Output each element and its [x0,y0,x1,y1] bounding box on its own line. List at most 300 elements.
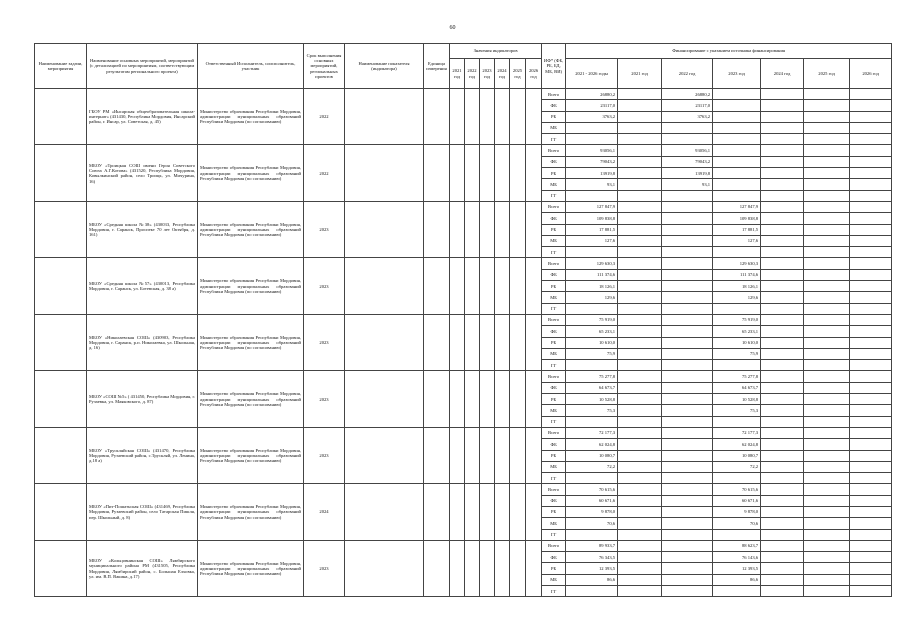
header-fin-year: 2024 год [761,59,804,89]
financing-value-cell [566,247,618,258]
financing-value-cell: 62 024,8 [713,439,761,450]
indicator-value-cell [526,201,542,257]
financing-value-cell [850,134,892,145]
financing-value-cell [566,529,618,540]
funding-source-cell: ГГ [542,473,566,484]
object-name: МБОУ «СОШ №5» ( 431450, Республика Мордовия, г. Рузаевка, ул. Маяковского, д. 87) [87,371,198,427]
financing-value-cell [804,552,850,563]
indicator-value-cell [450,371,465,427]
financing-value-cell [850,450,892,461]
financing-value-cell [618,529,662,540]
financing-value-cell [850,235,892,246]
financing-value-cell: 70 615,6 [566,484,618,495]
financing-value-cell: 89 933,7 [566,540,618,551]
financing-value-cell: 127 847,9 [713,201,761,212]
indicator-cell [345,540,424,596]
financing-value-cell: 75 919,0 [566,314,618,325]
financing-value-cell: 65 233,1 [713,326,761,337]
financing-value-cell [566,303,618,314]
deadline-cell: 2022 [304,145,345,201]
financing-value-cell [804,348,850,359]
financing-value-cell [618,168,662,179]
financing-value-cell [761,213,804,224]
financing-value-cell [761,529,804,540]
header-ind-year: 2026 год [526,59,542,89]
indicator-value-cell [526,145,542,201]
indicator-value-cell [510,484,526,540]
financing-value-cell: 13919,8 [662,168,713,179]
financing-value-cell [662,382,713,393]
financing-value-cell: 9 878,0 [713,506,761,517]
financing-value-cell [618,416,662,427]
program-table [34,43,892,597]
object-name: ГБОУ РМ «Инсарская общеобразовательная школа-интернат» (431430, Республика Мордовия, Инсарский район, г. Инсар, ул. Советская, д. 45) [87,89,198,145]
funding-source-cell: МБ [542,518,566,529]
financing-value-cell: 72,2 [566,461,618,472]
financing-value-cell: 3763,2 [662,111,713,122]
financing-value-cell [662,314,713,325]
financing-value-cell: 10 610,0 [713,337,761,348]
header-task: Наименование задачи, мероприятия [35,44,87,89]
responsible-cell: Министерство образования Республики Мордовия, администрации муниципальных образований Республики Мордовия (по согласованию) [198,145,304,201]
financing-value-cell [713,89,761,100]
unit-cell [424,371,450,427]
task-cell [35,371,87,427]
header-fin-year: 2021 год [618,59,662,89]
financing-value-cell [804,156,850,167]
financing-value-cell [850,563,892,574]
table-row [35,145,892,156]
financing-value-cell [761,394,804,405]
financing-value-cell: 109 838,8 [566,213,618,224]
financing-value-cell [662,461,713,472]
financing-value-cell [850,495,892,506]
financing-value-cell [662,405,713,416]
indicator-value-cell [465,314,480,370]
financing-value-cell [761,89,804,100]
financing-value-cell [662,303,713,314]
indicator-value-cell [510,371,526,427]
financing-value-cell [804,337,850,348]
financing-value-cell: 76 143,6 [713,552,761,563]
financing-value-cell [713,168,761,179]
financing-value-cell [804,495,850,506]
financing-value-cell: 127,6 [713,235,761,246]
header-indicators: Наименование показателя (индикатора) [345,44,424,89]
financing-value-cell [804,247,850,258]
object-name: МБОУ «Трускляйская СОШ» (431470, Республика Мордовия, Рузаевский район, с.Трускляй, ул. Ленина, д.18 а) [87,427,198,483]
financing-value-cell: 70,6 [713,518,761,529]
financing-value-cell [618,563,662,574]
financing-value-cell [850,405,892,416]
financing-value-cell [761,540,804,551]
financing-value-cell [662,190,713,201]
financing-value-cell [662,269,713,280]
indicator-value-cell [510,201,526,257]
financing-value-cell: 10 080,7 [713,450,761,461]
indicator-value-cell [526,258,542,314]
indicator-cell [345,258,424,314]
financing-value-cell [850,473,892,484]
responsible-cell: Министерство образования Республики Мордовия, администрации муниципальных образований Республики Мордовия (по согласованию) [198,201,304,257]
financing-value-cell: 75 919,0 [713,314,761,325]
header-fin-year: 2025 год [804,59,850,89]
financing-value-cell [761,382,804,393]
table-row [35,540,892,551]
financing-value-cell [850,540,892,551]
financing-value-cell [662,213,713,224]
financing-value-cell [804,269,850,280]
financing-value-cell: 129 630,3 [566,258,618,269]
financing-value-cell [662,371,713,382]
financing-value-cell [850,360,892,371]
financing-value-cell [618,224,662,235]
financing-value-cell [761,495,804,506]
financing-value-cell [618,540,662,551]
financing-value-cell [618,235,662,246]
indicator-value-cell [480,258,495,314]
financing-value-cell [713,473,761,484]
financing-value-cell [804,145,850,156]
financing-value-cell [804,563,850,574]
financing-value-cell [850,201,892,212]
financing-value-cell [804,134,850,145]
financing-value-cell [804,100,850,111]
task-cell [35,484,87,540]
funding-source-cell: МБ [542,574,566,585]
financing-value-cell [804,439,850,450]
financing-value-cell [761,574,804,585]
funding-source-cell: Всего [542,371,566,382]
financing-value-cell [804,394,850,405]
financing-value-cell: 26880,2 [566,89,618,100]
financing-value-cell: 127,6 [566,235,618,246]
financing-value-cell [618,337,662,348]
financing-value-cell [804,360,850,371]
indicator-value-cell [526,540,542,596]
financing-value-cell [804,405,850,416]
financing-value-cell: 79043,2 [662,156,713,167]
financing-value-cell [761,473,804,484]
financing-value-cell [618,145,662,156]
financing-value-cell [662,201,713,212]
financing-value-cell: 75,3 [713,405,761,416]
indicator-value-cell [450,258,465,314]
financing-value-cell [761,258,804,269]
financing-value-cell [761,314,804,325]
indicator-value-cell [526,371,542,427]
financing-value-cell: 72,2 [713,461,761,472]
financing-value-cell [662,292,713,303]
financing-value-cell [761,100,804,111]
table-row [35,371,892,382]
financing-value-cell: 23117,0 [566,100,618,111]
financing-value-cell [850,574,892,585]
financing-value-cell [804,314,850,325]
financing-value-cell: 65 233,1 [566,326,618,337]
financing-value-cell [804,326,850,337]
financing-value-cell [566,190,618,201]
table-row [35,427,892,438]
financing-value-cell [662,439,713,450]
financing-value-cell [618,292,662,303]
financing-value-cell [804,529,850,540]
indicator-value-cell [465,484,480,540]
indicator-value-cell [465,258,480,314]
indicator-value-cell [480,427,495,483]
financing-value-cell [850,145,892,156]
financing-value-cell [761,224,804,235]
funding-source-cell: ГГ [542,529,566,540]
financing-value-cell: 75,9 [713,348,761,359]
funding-source-cell: РБ [542,450,566,461]
funding-source-cell: ФБ [542,100,566,111]
object-name: МБОУ «Троицкая СОШ имени Героя Советского Союза А.Г.Котова» (431520, Республика Мордовия, Ковылкинский район, село Троицк, ул. Мичурина, 16) [87,145,198,201]
financing-value-cell [713,529,761,540]
indicator-value-cell [480,145,495,201]
financing-value-cell [618,473,662,484]
header-ind-year: 2024 год [495,59,510,89]
unit-cell [424,201,450,257]
financing-value-cell [566,360,618,371]
indicator-value-cell [465,201,480,257]
funding-source-cell: ФБ [542,382,566,393]
responsible-cell: Министерство образования Республики Мордовия, администрации муниципальных образований Республики Мордовия (по согласованию) [198,371,304,427]
header-fin-year: 2021 - 2026 годы [566,59,618,89]
indicator-cell [345,201,424,257]
funding-source-cell: МБ [542,461,566,472]
financing-value-cell [662,518,713,529]
financing-value-cell [618,111,662,122]
financing-value-cell [662,134,713,145]
indicator-cell [345,427,424,483]
funding-source-cell: Всего [542,89,566,100]
funding-source-cell: МБ [542,405,566,416]
financing-value-cell: 127 847,9 [566,201,618,212]
indicator-value-cell [495,540,510,596]
financing-value-cell: 70,6 [566,518,618,529]
indicator-value-cell [450,484,465,540]
financing-value-cell [804,506,850,517]
financing-value-cell [761,360,804,371]
object-name: МБОУ «Средняя школа №38» (430033, Республика Мордовия, г. Саранск, Проспект 70 лет Октября, д. 161) [87,201,198,257]
financing-value-cell [804,484,850,495]
responsible-cell: Министерство образования Республики Мордовия, администрации муниципальных образований Республики Мордовия (по согласованию) [198,540,304,596]
financing-value-cell: 93056,1 [566,145,618,156]
financing-value-cell [850,269,892,280]
financing-value-cell [850,111,892,122]
financing-value-cell [662,326,713,337]
header-fin-year: 2022 год [662,59,713,89]
financing-value-cell [761,122,804,133]
financing-value-cell: 129,6 [566,292,618,303]
financing-value-cell: 64 673,7 [713,382,761,393]
financing-value-cell [662,122,713,133]
financing-value-cell [761,326,804,337]
financing-value-cell [662,337,713,348]
indicator-cell [345,89,424,145]
financing-value-cell [761,416,804,427]
financing-value-cell [618,518,662,529]
funding-source-cell: РБ [542,506,566,517]
financing-value-cell [662,484,713,495]
financing-value-cell [850,179,892,190]
financing-value-cell: 72 177,3 [713,427,761,438]
financing-value-cell [761,247,804,258]
unit-cell [424,427,450,483]
object-name: МБОУ «Пит-Пошатьская СОШ» (431469, Республика Мордовия, Рузаевский район, село Татарская Пишля, пер. Школьный, д. 8) [87,484,198,540]
financing-value-cell [618,586,662,597]
indicator-cell [345,314,424,370]
financing-value-cell [761,179,804,190]
funding-source-cell: ФБ [542,156,566,167]
financing-value-cell [761,461,804,472]
financing-value-cell: 64 673,7 [566,382,618,393]
financing-value-cell: 13919,8 [566,168,618,179]
deadline-cell: 2022 [304,89,345,145]
responsible-cell: Министерство образования Республики Мордовия, администрации муниципальных образований Республики Мордовия (по согласованию) [198,89,304,145]
indicator-value-cell [510,89,526,145]
financing-value-cell [713,190,761,201]
funding-source-cell: МБ [542,179,566,190]
financing-value-cell [713,145,761,156]
financing-value-cell [566,122,618,133]
financing-value-cell [618,122,662,133]
financing-value-cell [761,269,804,280]
financing-value-cell: 129 630,3 [713,258,761,269]
financing-value-cell [618,439,662,450]
header-unit: Единица измерения [424,44,450,89]
financing-value-cell [761,337,804,348]
financing-value-cell [713,586,761,597]
indicator-value-cell [450,540,465,596]
financing-value-cell [850,190,892,201]
financing-value-cell [850,213,892,224]
financing-value-cell [761,506,804,517]
financing-value-cell [566,134,618,145]
financing-value-cell [566,416,618,427]
header-fin-year: 2026 год [850,59,892,89]
financing-value-cell [662,224,713,235]
financing-value-cell [662,416,713,427]
financing-value-cell: 88 623,7 [713,540,761,551]
financing-value-cell [850,529,892,540]
financing-value-cell [618,394,662,405]
object-name: МБОУ «Николаевская СОШ» (430903, Республика Мордовия, г. Саранск, р.п. Николаевка, ул. Школьная, д. 16) [87,314,198,370]
financing-value-cell: 93,1 [566,179,618,190]
responsible-cell: Министерство образования Республики Мордовия, администрации муниципальных образований Республики Мордовия (по согласованию) [198,314,304,370]
financing-value-cell [850,552,892,563]
financing-value-cell [804,122,850,133]
financing-value-cell [804,427,850,438]
financing-value-cell: 9 878,0 [566,506,618,517]
financing-value-cell: 93056,1 [662,145,713,156]
deadline-cell: 2023 [304,371,345,427]
financing-value-cell [618,134,662,145]
financing-value-cell [618,371,662,382]
responsible-cell: Министерство образования Республики Мордовия, администрации муниципальных образований Республики Мордовия (по согласованию) [198,258,304,314]
financing-value-cell: 3763,2 [566,111,618,122]
indicator-value-cell [510,427,526,483]
financing-value-cell [618,281,662,292]
funding-source-cell: ФБ [542,439,566,450]
financing-value-cell [850,461,892,472]
financing-value-cell [662,247,713,258]
financing-value-cell [804,190,850,201]
indicator-value-cell [465,371,480,427]
financing-value-cell [761,145,804,156]
funding-source-cell: ФБ [542,552,566,563]
header-fin-year: 2023 год [713,59,761,89]
funding-source-cell: Всего [542,145,566,156]
financing-value-cell [850,247,892,258]
indicator-value-cell [480,484,495,540]
financing-value-cell: 111 374,6 [713,269,761,280]
financing-value-cell [761,484,804,495]
financing-value-cell: 10 528,8 [713,394,761,405]
indicator-value-cell [510,314,526,370]
financing-value-cell [761,439,804,450]
funding-source-cell: РБ [542,224,566,235]
financing-value-cell [662,540,713,551]
deadline-cell: 2023 [304,427,345,483]
funding-source-cell: РБ [542,168,566,179]
financing-value-cell: 17 881,5 [566,224,618,235]
financing-value-cell [850,258,892,269]
indicator-value-cell [495,258,510,314]
financing-value-cell [804,213,850,224]
financing-value-cell [804,258,850,269]
financing-value-cell [850,168,892,179]
financing-value-cell [804,586,850,597]
financing-value-cell [804,292,850,303]
financing-value-cell [850,382,892,393]
financing-value-cell [618,405,662,416]
financing-value-cell [850,586,892,597]
financing-value-cell [804,201,850,212]
financing-value-cell [618,314,662,325]
header-indicator-values: Значения индикаторов [450,44,542,59]
financing-value-cell: 86,6 [566,574,618,585]
indicator-value-cell [495,314,510,370]
indicator-value-cell [495,484,510,540]
financing-value-cell [850,122,892,133]
financing-value-cell [761,156,804,167]
unit-cell [424,314,450,370]
financing-value-cell: 111 374,6 [566,269,618,280]
financing-value-cell [618,100,662,111]
financing-value-cell [761,292,804,303]
indicator-value-cell [480,89,495,145]
financing-value-cell [713,134,761,145]
financing-value-cell [662,529,713,540]
financing-value-cell [618,258,662,269]
indicator-value-cell [495,89,510,145]
financing-value-cell: 75 277,8 [713,371,761,382]
header-responsible: Ответственный Исполнитель, соисполнитель, участник [198,44,304,89]
financing-value-cell [850,484,892,495]
financing-value-cell [804,281,850,292]
financing-value-cell [618,484,662,495]
indicator-value-cell [510,258,526,314]
financing-value-cell [713,247,761,258]
financing-value-cell [804,235,850,246]
financing-value-cell [761,427,804,438]
financing-value-cell: 10 610,0 [566,337,618,348]
funding-source-cell: РБ [542,563,566,574]
financing-value-cell: 75 277,8 [566,371,618,382]
financing-value-cell [850,371,892,382]
